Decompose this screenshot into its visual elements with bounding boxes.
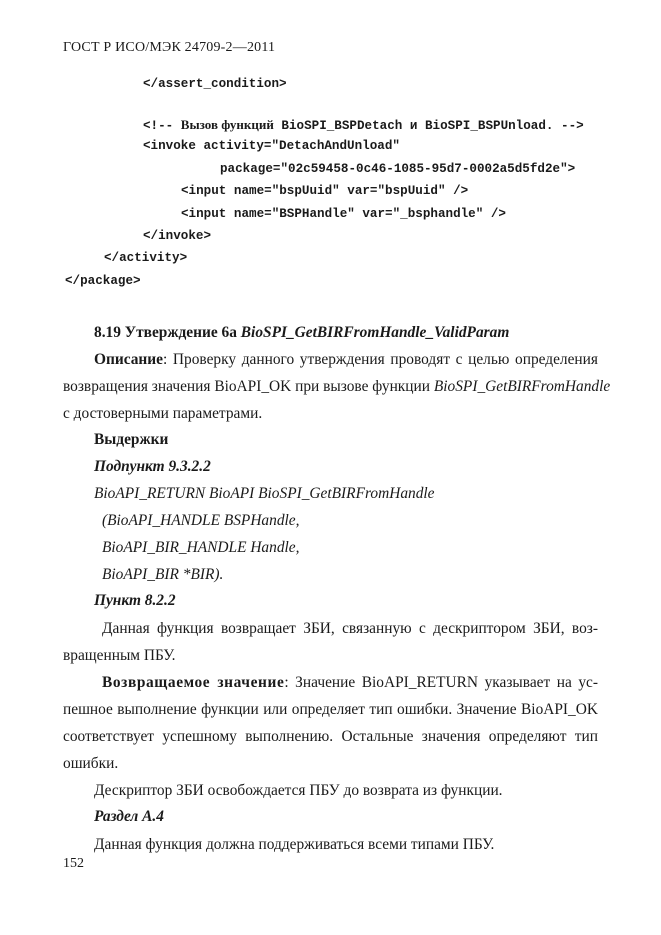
description-line-1: Описание: Проверку данного утверждения проводят с целью определения	[94, 351, 598, 368]
description-label: Описание	[94, 351, 163, 368]
paragraph-1-line-1: Данная функция возвращает ЗБИ, связанную с дескриптором ЗБИ, воз-	[102, 620, 598, 637]
return-value-line-2: пешное выполнение функции или определяет тип ошибки. Значение BioAPI_OK	[63, 701, 598, 718]
code-line-package-close: </package>	[65, 274, 141, 288]
signature-line-1: BioAPI_RETURN BioAPI BioSPI_GetBIRFromHandle	[94, 485, 435, 502]
code-line-assert-close: </assert_condition>	[143, 77, 287, 91]
return-value-line-1: Возвращаемое значение: Значение BioAPI_RETURN указывает на ус-	[102, 674, 598, 691]
code-line-invoke-close: </invoke>	[143, 229, 212, 243]
subclause-label: Подпункт 9.3.2.2	[94, 458, 211, 475]
return-value-line-3: соответствует успешному выполнению. Остальные значения определяют тип	[63, 728, 598, 745]
clause-label: Пункт 8.2.2	[94, 592, 176, 609]
code-line-input-bspuuid: <input name="bspUuid" var="bspUuid" />	[181, 184, 469, 198]
description-line-2: возвращения значения BioAPI_OK при вызове функции BioSPI_GetBIRFromHandle	[63, 378, 611, 395]
code-line-comment	[143, 117, 584, 133]
section-heading-name: BioSPI_GetBIRFromHandle_ValidParam	[240, 324, 510, 341]
paragraph-2: Дескриптор ЗБИ освобождается ПБУ до возврата из функции.	[94, 782, 503, 799]
code-line-invoke-open: <invoke activity="DetachAndUnload"	[143, 139, 400, 153]
return-value-label: Возвращаемое значение	[102, 674, 285, 691]
document-header: ГОСТ Р ИСО/МЭК 24709-2—2011	[63, 40, 276, 55]
comment-text: Вызов функций	[180, 117, 274, 132]
comment-rest: BioSPI_BSPDetach и BioSPI_BSPUnload. -->	[273, 119, 584, 133]
signature-line-2: (BioAPI_HANDLE BSPHandle,	[102, 512, 300, 529]
paragraph-3: Данная функция должна поддерживаться всеми типами ПБУ.	[94, 836, 495, 853]
comment-open: <!--	[143, 119, 181, 133]
signature-line-4: BioAPI_BIR *BIR).	[102, 566, 224, 583]
description-line-3: с достоверными параметрами.	[63, 405, 263, 422]
code-line-activity-close: </activity>	[104, 251, 188, 265]
page-number: 152	[63, 856, 84, 871]
section-heading	[94, 324, 509, 342]
return-value-line-4: ошибки.	[63, 755, 119, 772]
excerpts-heading: Выдержки	[94, 431, 169, 448]
section-heading-prefix: 8.19 Утверждение 6а	[94, 324, 241, 341]
code-line-input-bsphandle: <input name="BSPHandle" var="_bsphandle" />	[181, 207, 506, 221]
signature-line-3: BioAPI_BIR_HANDLE Handle,	[102, 539, 300, 556]
paragraph-1-line-2: вращенным ПБУ.	[63, 647, 176, 664]
annex-section-label: Раздел А.4	[94, 808, 164, 825]
function-name: BioSPI_GetBIRFromHandle	[433, 378, 611, 395]
code-line-invoke-package: package="02c59458-0c46-1085-95d7-0002a5d5fd2e">	[220, 162, 576, 176]
